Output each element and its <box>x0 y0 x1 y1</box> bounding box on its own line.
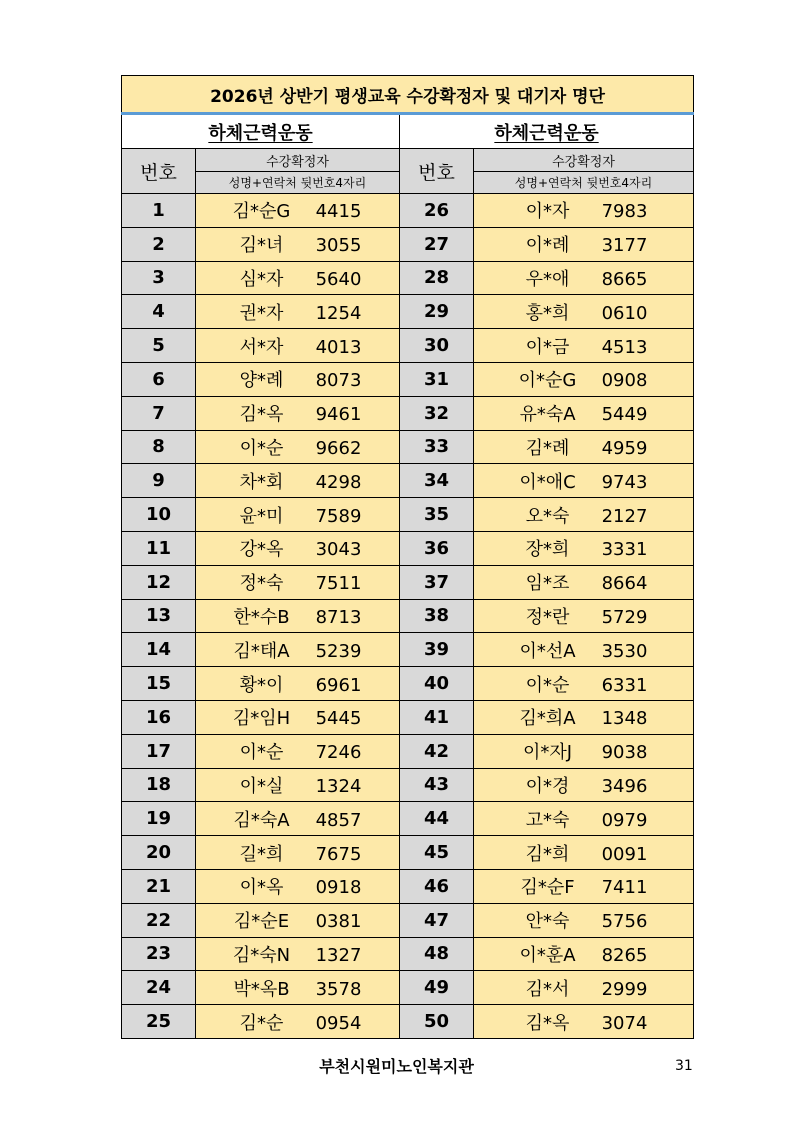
row-number: 30 <box>400 329 474 363</box>
row-number: 24 <box>122 971 196 1005</box>
phone-last4: 0918 <box>315 877 362 899</box>
participant-entry <box>196 667 400 701</box>
table-row <box>122 667 694 701</box>
participant-name: 권*자 <box>239 302 284 324</box>
participant-entry <box>196 194 400 228</box>
row-number: 13 <box>122 599 196 633</box>
participant-entry <box>474 700 694 734</box>
phone-last4: 3043 <box>315 539 362 561</box>
row-number: 31 <box>400 362 474 396</box>
participant-name: 이*순G <box>518 370 577 392</box>
table-row <box>122 1005 694 1039</box>
phone-last4: 5449 <box>601 404 648 426</box>
participant-entry <box>196 633 400 667</box>
participant-name: 김*옥 <box>525 1012 570 1034</box>
phone-last4: 0908 <box>601 370 648 392</box>
phone-last4: 1348 <box>601 708 648 730</box>
participant-entry <box>474 734 694 768</box>
table-row <box>122 565 694 599</box>
course-name-left: 하체근력운동 <box>122 114 400 149</box>
phone-last4: 6331 <box>601 674 648 696</box>
confirmed-header-right: 수강확정자 <box>474 149 694 172</box>
participant-entry <box>474 903 694 937</box>
phone-last4: 9461 <box>315 404 362 426</box>
row-number: 37 <box>400 565 474 599</box>
participant-entry <box>196 836 400 870</box>
table-row <box>122 869 694 903</box>
participant-name: 이*순 <box>239 437 284 459</box>
row-number: 19 <box>122 802 196 836</box>
phone-last4: 0610 <box>601 302 648 324</box>
phone-last4: 3530 <box>601 640 648 662</box>
row-number: 10 <box>122 498 196 532</box>
participant-name: 길*희 <box>239 843 284 865</box>
phone-last4: 7411 <box>601 877 648 899</box>
row-number: 9 <box>122 464 196 498</box>
phone-last4: 4298 <box>315 471 362 493</box>
participant-entry <box>474 869 694 903</box>
row-number: 12 <box>122 565 196 599</box>
participant-name: 오*숙 <box>525 505 570 527</box>
phone-last4: 8713 <box>315 606 362 628</box>
row-number: 40 <box>400 667 474 701</box>
participant-entry <box>474 768 694 802</box>
row-number: 29 <box>400 295 474 329</box>
table-row <box>122 734 694 768</box>
participant-entry <box>196 565 400 599</box>
participant-entry <box>196 937 400 971</box>
participant-entry <box>196 227 400 261</box>
phone-last4: 4513 <box>601 336 648 358</box>
row-number: 28 <box>400 261 474 295</box>
participant-name: 이*순 <box>525 674 570 696</box>
row-number: 21 <box>122 869 196 903</box>
table-row <box>122 362 694 396</box>
participant-entry <box>196 1005 400 1039</box>
participant-name: 김*순E <box>233 911 290 933</box>
participant-entry <box>196 498 400 532</box>
course-name-right: 하체근력운동 <box>400 114 694 149</box>
participant-name: 이*실 <box>239 775 284 797</box>
row-number: 25 <box>122 1005 196 1039</box>
row-number: 6 <box>122 362 196 396</box>
table-row <box>122 430 694 464</box>
phone-last4: 7983 <box>601 201 648 223</box>
participant-entry <box>474 329 694 363</box>
organization-footer: 부천시원미노인복지관 <box>319 1057 474 1076</box>
table-row <box>122 937 694 971</box>
participant-name: 서*자 <box>239 336 284 358</box>
row-number: 34 <box>400 464 474 498</box>
participant-entry <box>196 734 400 768</box>
phone-last4: 3496 <box>601 775 648 797</box>
participant-name: 장*희 <box>525 539 570 561</box>
phone-last4: 0979 <box>601 809 648 831</box>
phone-last4: 1254 <box>315 302 362 324</box>
row-number: 39 <box>400 633 474 667</box>
participant-name: 고*숙 <box>525 809 570 831</box>
row-number: 17 <box>122 734 196 768</box>
participant-entry <box>474 565 694 599</box>
participant-name: 김*서 <box>525 978 570 1000</box>
enrollment-table <box>121 75 694 1039</box>
row-number: 49 <box>400 971 474 1005</box>
participant-entry <box>474 1005 694 1039</box>
table-row <box>122 227 694 261</box>
phone-last4: 5756 <box>601 911 648 933</box>
participant-name: 김*숙A <box>233 809 290 831</box>
table-row <box>122 700 694 734</box>
row-number: 32 <box>400 396 474 430</box>
name-phone-header-right: 성명+연락처 뒷번호4자리 <box>474 172 694 194</box>
participant-entry <box>474 498 694 532</box>
participant-name: 김*순F <box>520 877 575 899</box>
participant-entry <box>474 362 694 396</box>
document-title: 2026년 상반기 평생교육 수강확정자 및 대기자 명단 <box>122 76 694 114</box>
participant-entry <box>474 227 694 261</box>
phone-last4: 3331 <box>601 539 648 561</box>
phone-last4: 1324 <box>315 775 362 797</box>
participant-entry <box>474 633 694 667</box>
table-row <box>122 599 694 633</box>
participant-name: 김*임H <box>232 708 291 730</box>
phone-last4: 0954 <box>315 1012 362 1034</box>
participant-name: 이*애C <box>519 471 576 493</box>
row-number: 20 <box>122 836 196 870</box>
row-number: 43 <box>400 768 474 802</box>
table-row <box>122 836 694 870</box>
row-number: 38 <box>400 599 474 633</box>
phone-last4: 3074 <box>601 1012 648 1034</box>
table-row <box>122 329 694 363</box>
table-row <box>122 802 694 836</box>
phone-last4: 8073 <box>315 370 362 392</box>
phone-last4: 4013 <box>315 336 362 358</box>
row-number: 8 <box>122 430 196 464</box>
phone-last4: 3055 <box>315 235 362 257</box>
row-number: 2 <box>122 227 196 261</box>
row-number: 35 <box>400 498 474 532</box>
participant-entry <box>196 869 400 903</box>
row-number: 26 <box>400 194 474 228</box>
row-number: 22 <box>122 903 196 937</box>
phone-last4: 3578 <box>315 978 362 1000</box>
number-header-left: 번호 <box>122 149 196 194</box>
participant-name: 이*자 <box>525 201 570 223</box>
table-row <box>122 971 694 1005</box>
participant-entry <box>474 667 694 701</box>
participant-name: 김*숙N <box>232 944 291 966</box>
participant-name: 황*이 <box>239 674 284 696</box>
table-row <box>122 295 694 329</box>
participant-name: 이*선A <box>519 640 576 662</box>
participant-entry <box>474 531 694 565</box>
participant-name: 이*례 <box>525 235 570 257</box>
participant-name: 이*훈A <box>519 944 576 966</box>
phone-last4: 7675 <box>315 843 362 865</box>
table-row <box>122 531 694 565</box>
participant-entry <box>196 903 400 937</box>
number-header-right: 번호 <box>400 149 474 194</box>
table-row <box>122 396 694 430</box>
row-number: 18 <box>122 768 196 802</box>
participant-name: 윤*미 <box>239 505 284 527</box>
table-row <box>122 261 694 295</box>
participant-name: 양*례 <box>239 370 284 392</box>
phone-last4: 4415 <box>315 201 362 223</box>
participant-entry <box>196 295 400 329</box>
phone-last4: 5640 <box>315 268 362 290</box>
participant-name: 이*순 <box>239 742 284 764</box>
participant-entry <box>474 937 694 971</box>
row-number: 46 <box>400 869 474 903</box>
table-row <box>122 464 694 498</box>
phone-last4: 8265 <box>601 944 648 966</box>
phone-last4: 9038 <box>601 742 648 764</box>
participant-name: 김*녀 <box>239 235 284 257</box>
participant-name: 강*옥 <box>239 539 284 561</box>
table-row <box>122 633 694 667</box>
participant-entry <box>474 295 694 329</box>
participant-entry <box>196 261 400 295</box>
phone-last4: 9743 <box>601 471 648 493</box>
row-number: 42 <box>400 734 474 768</box>
phone-last4: 1327 <box>315 944 362 966</box>
participant-name: 김*희 <box>525 843 570 865</box>
participant-entry <box>474 396 694 430</box>
row-number: 3 <box>122 261 196 295</box>
participant-name: 이*경 <box>525 775 570 797</box>
participant-entry <box>196 531 400 565</box>
phone-last4: 8664 <box>601 573 648 595</box>
row-number: 41 <box>400 700 474 734</box>
phone-last4: 7246 <box>315 742 362 764</box>
phone-last4: 4959 <box>601 437 648 459</box>
participant-name: 김*례 <box>525 437 570 459</box>
row-number: 5 <box>122 329 196 363</box>
participant-entry <box>196 599 400 633</box>
participant-entry <box>474 802 694 836</box>
participant-entry <box>474 430 694 464</box>
participant-entry <box>196 971 400 1005</box>
table-row <box>122 903 694 937</box>
confirmed-header-left: 수강확정자 <box>196 149 400 172</box>
participant-entry <box>196 362 400 396</box>
phone-last4: 3177 <box>601 235 648 257</box>
participant-name: 심*자 <box>239 268 284 290</box>
participant-name: 이*금 <box>525 336 570 358</box>
participant-name: 이*자J <box>522 742 573 764</box>
phone-last4: 0091 <box>601 843 648 865</box>
phone-last4: 5239 <box>315 640 362 662</box>
row-number: 36 <box>400 531 474 565</box>
participant-entry <box>196 768 400 802</box>
phone-last4: 0381 <box>315 911 362 933</box>
table-row <box>122 768 694 802</box>
participant-entry <box>196 329 400 363</box>
phone-last4: 7511 <box>315 573 362 595</box>
phone-last4: 5729 <box>601 606 648 628</box>
participant-name: 한*수B <box>233 606 290 628</box>
participant-name: 정*숙 <box>239 573 284 595</box>
row-number: 15 <box>122 667 196 701</box>
row-number: 1 <box>122 194 196 228</box>
participant-entry <box>196 700 400 734</box>
row-number: 48 <box>400 937 474 971</box>
participant-entry <box>474 599 694 633</box>
phone-last4: 2999 <box>601 978 648 1000</box>
participant-name: 유*숙A <box>519 404 576 426</box>
participant-name: 김*태A <box>233 640 290 662</box>
phone-last4: 7589 <box>315 505 362 527</box>
participant-name: 김*희A <box>519 708 576 730</box>
participant-entry <box>474 194 694 228</box>
participant-entry <box>474 836 694 870</box>
row-number: 11 <box>122 531 196 565</box>
table-row <box>122 194 694 228</box>
phone-last4: 2127 <box>601 505 648 527</box>
row-number: 27 <box>400 227 474 261</box>
name-phone-header-left: 성명+연락처 뒷번호4자리 <box>196 172 400 194</box>
participant-name: 박*옥B <box>233 978 290 1000</box>
participant-name: 이*옥 <box>239 877 284 899</box>
participant-entry <box>196 464 400 498</box>
participant-entry <box>196 396 400 430</box>
participant-entry <box>474 971 694 1005</box>
participant-name: 김*순 <box>239 1012 284 1034</box>
phone-last4: 8665 <box>601 268 648 290</box>
phone-last4: 5445 <box>315 708 362 730</box>
participant-entry <box>474 464 694 498</box>
participant-entry <box>196 802 400 836</box>
row-number: 23 <box>122 937 196 971</box>
row-number: 47 <box>400 903 474 937</box>
row-number: 14 <box>122 633 196 667</box>
row-number: 45 <box>400 836 474 870</box>
participant-entry <box>474 261 694 295</box>
participant-name: 차*회 <box>239 471 284 493</box>
row-number: 50 <box>400 1005 474 1039</box>
row-number: 7 <box>122 396 196 430</box>
row-number: 4 <box>122 295 196 329</box>
participant-name: 홍*희 <box>525 302 570 324</box>
phone-last4: 6961 <box>315 674 362 696</box>
row-number: 44 <box>400 802 474 836</box>
participant-name: 안*숙 <box>525 911 570 933</box>
participant-name: 정*란 <box>525 606 570 628</box>
table-row <box>122 498 694 532</box>
participant-name: 임*조 <box>525 573 570 595</box>
participant-name: 김*순G <box>232 201 291 223</box>
participant-name: 우*애 <box>525 268 570 290</box>
phone-last4: 9662 <box>315 437 362 459</box>
page-number: 31 <box>675 1058 693 1074</box>
participant-entry <box>196 430 400 464</box>
row-number: 16 <box>122 700 196 734</box>
phone-last4: 4857 <box>315 809 362 831</box>
participant-name: 김*옥 <box>239 404 284 426</box>
row-number: 33 <box>400 430 474 464</box>
